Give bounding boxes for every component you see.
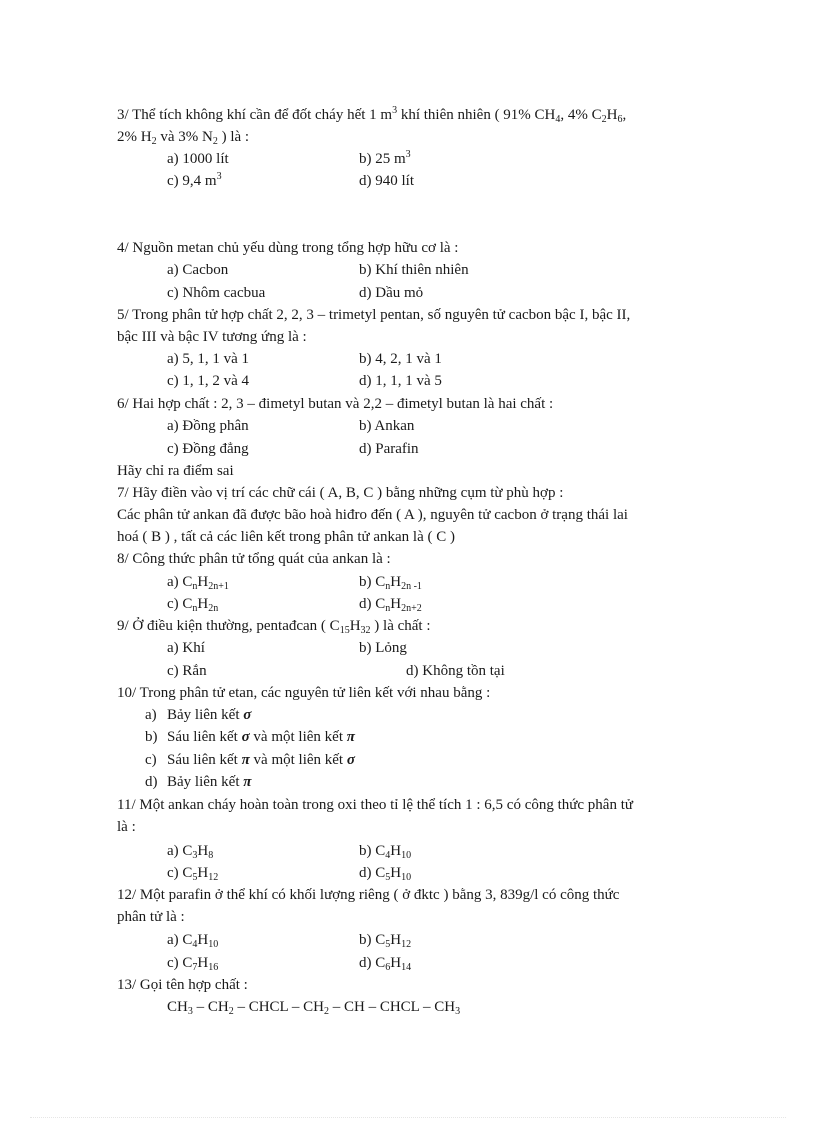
q5-option-b[interactable]: b) 4, 2, 1 và 1	[359, 351, 442, 367]
q13-stem: 13/ Gọi tên hợp chất :	[117, 977, 248, 993]
q10-option-d-text: Bảy liên kết π	[167, 774, 252, 790]
q12-stem-line2: phân tử là :	[117, 909, 185, 925]
q8-option-b[interactable]: b) $C_nH_{2n -1}$	[359, 574, 422, 592]
q9-option-c[interactable]: c) Rắn	[167, 663, 207, 679]
sigma-symbol: σ	[241, 729, 250, 745]
q6-stem: 6/ Hai hợp chất : 2, 3 – đimetyl butan và 2,2 – đimetyl butan là hai chất :	[117, 396, 554, 412]
pi-symbol: π	[346, 729, 355, 745]
q8-option-c[interactable]: c) $C_nH_{2n}$	[167, 596, 219, 614]
q5-option-d[interactable]: d) 1, 1, 1 và 5	[359, 373, 442, 389]
q10-option-c-text: Sáu liên kết π và một liên kết σ	[167, 752, 355, 768]
q6-option-d[interactable]: d) Parafin	[359, 441, 419, 457]
q4-stem: 4/ Nguồn metan chủ yếu dùng trong tổng hợp hữu cơ là :	[117, 240, 459, 256]
q8-stem: 8/ Công thức phân tử tổng quát của ankan là :	[117, 551, 391, 567]
q3-option-b[interactable]: b) 25 $m^3$	[359, 149, 411, 167]
q4-option-a[interactable]: a) Cacbon	[167, 262, 229, 278]
q10-option-c[interactable]: c)	[145, 752, 157, 768]
q7-stem-line2: Các phân tử ankan đã được bão hoà hiđro đến ( A ), nguyên tử cacbon ở trạng thái lai	[117, 507, 628, 523]
q9-option-a[interactable]: a) Khí	[167, 640, 205, 656]
q10-option-b-text: Sáu liên kết σ và một liên kết π	[167, 729, 355, 745]
q9-stem: 9/ Ở điều kiện thường, pentađcan ( $C_{15}H_{32}$ ) là chất :	[117, 618, 431, 636]
q9-option-d[interactable]: d) Không tồn tại	[406, 663, 505, 679]
q5-option-c[interactable]: c) 1, 1, 2 và 4	[167, 373, 250, 389]
q10-option-d[interactable]: d)	[145, 774, 158, 790]
q7-stem-line1: 7/ Hãy điền vào vị trí các chữ cái ( A, B, C ) bằng những cụm từ phù hợp :	[117, 485, 564, 501]
q11-option-c[interactable]: c) $C_5H_{12}$	[167, 865, 219, 883]
q8-option-d[interactable]: d) $C_nH_{2n+2}$	[359, 596, 422, 614]
q12-option-d[interactable]: d) $C_6H_{14}$	[359, 955, 412, 973]
q11-option-b[interactable]: b) $C_4H_{10}$	[359, 843, 412, 861]
q11-stem-line2: là :	[117, 819, 136, 835]
q6-option-b[interactable]: b) Ankan	[359, 418, 415, 434]
q12-option-c[interactable]: c) $C_7H_{16}$	[167, 955, 219, 973]
q10-option-b[interactable]: b)	[145, 729, 158, 745]
q5-stem-line2: bậc III và bậc IV tương ứng là :	[117, 329, 307, 345]
sigma-symbol: σ	[243, 707, 252, 723]
pi-symbol: π	[241, 752, 250, 768]
q3-option-a[interactable]: a) 1000 lít	[167, 151, 229, 167]
q9-option-b[interactable]: b) Lỏng	[359, 640, 407, 656]
q10-option-a[interactable]: a)	[145, 707, 157, 723]
q5-stem-line1: 5/ Trong phân tử hợp chất 2, 2, 3 – trimetyl pentan, số nguyên tử cacbon bậc I, bậc II,	[117, 307, 631, 323]
q11-option-a[interactable]: a) $C_3H_8$	[167, 843, 214, 861]
q7-stem-line3: hoá ( B ) , tất cả các liên kết trong phân tử ankan là ( C )	[117, 529, 456, 545]
q3-stem-line1: 3/ Thể tích không khí cần để đốt cháy hết 1 $m^3$ khí thiên nhiên ( 91% $CH_4$, 4% $C_2H_6$,	[117, 105, 627, 125]
pi-symbol: π	[243, 774, 252, 790]
q6-option-a[interactable]: a) Đồng phân	[167, 418, 249, 434]
q4-option-d[interactable]: d) Dầu mỏ	[359, 285, 424, 301]
q6-option-c[interactable]: c) Đồng đẳng	[167, 441, 249, 457]
sigma-symbol: σ	[346, 752, 355, 768]
q6-note: Hãy chỉ ra điểm sai	[117, 463, 234, 479]
q3-stem-line2: 2% $H_2$ và 3% $N_2$ ) là :	[117, 129, 250, 147]
q10-stem: 10/ Trong phân tử etan, các nguyên tử liên kết với nhau bằng :	[117, 685, 491, 701]
q12-option-b[interactable]: b) $C_5H_{12}$	[359, 932, 412, 950]
q13-formula: $CH_3 - CH_2$ – CHCL – $CH_2$ – CH – CHCL – $CH_3$	[167, 999, 461, 1017]
page-bottom-divider	[30, 1117, 786, 1118]
q10-option-a-text: Bảy liên kết σ	[167, 707, 252, 723]
q4-option-c[interactable]: c) Nhôm cacbua	[167, 285, 266, 301]
q5-option-a[interactable]: a) 5, 1, 1 và 1	[167, 351, 250, 367]
q3-option-d[interactable]: d) 940 lít	[359, 173, 414, 189]
q12-option-a[interactable]: a) $C_4H_{10}$	[167, 932, 219, 950]
q12-stem-line1: 12/ Một parafin ở thể khí có khối lượng riêng ( ở đktc ) bằng 3, 839g/l có công thức	[117, 887, 620, 903]
q3-option-c[interactable]: c) 9,4 $m^3$	[167, 171, 222, 189]
q11-option-d[interactable]: d) $C_5H_{10}$	[359, 865, 412, 883]
q8-option-a[interactable]: a) $C_nH_{2n+1}$	[167, 574, 229, 592]
q4-option-b[interactable]: b) Khí thiên nhiên	[359, 262, 469, 278]
q11-stem-line1: 11/ Một ankan cháy hoàn toàn trong oxi theo tỉ lệ thể tích 1 : 6,5 có công thức phân tử	[117, 797, 634, 813]
